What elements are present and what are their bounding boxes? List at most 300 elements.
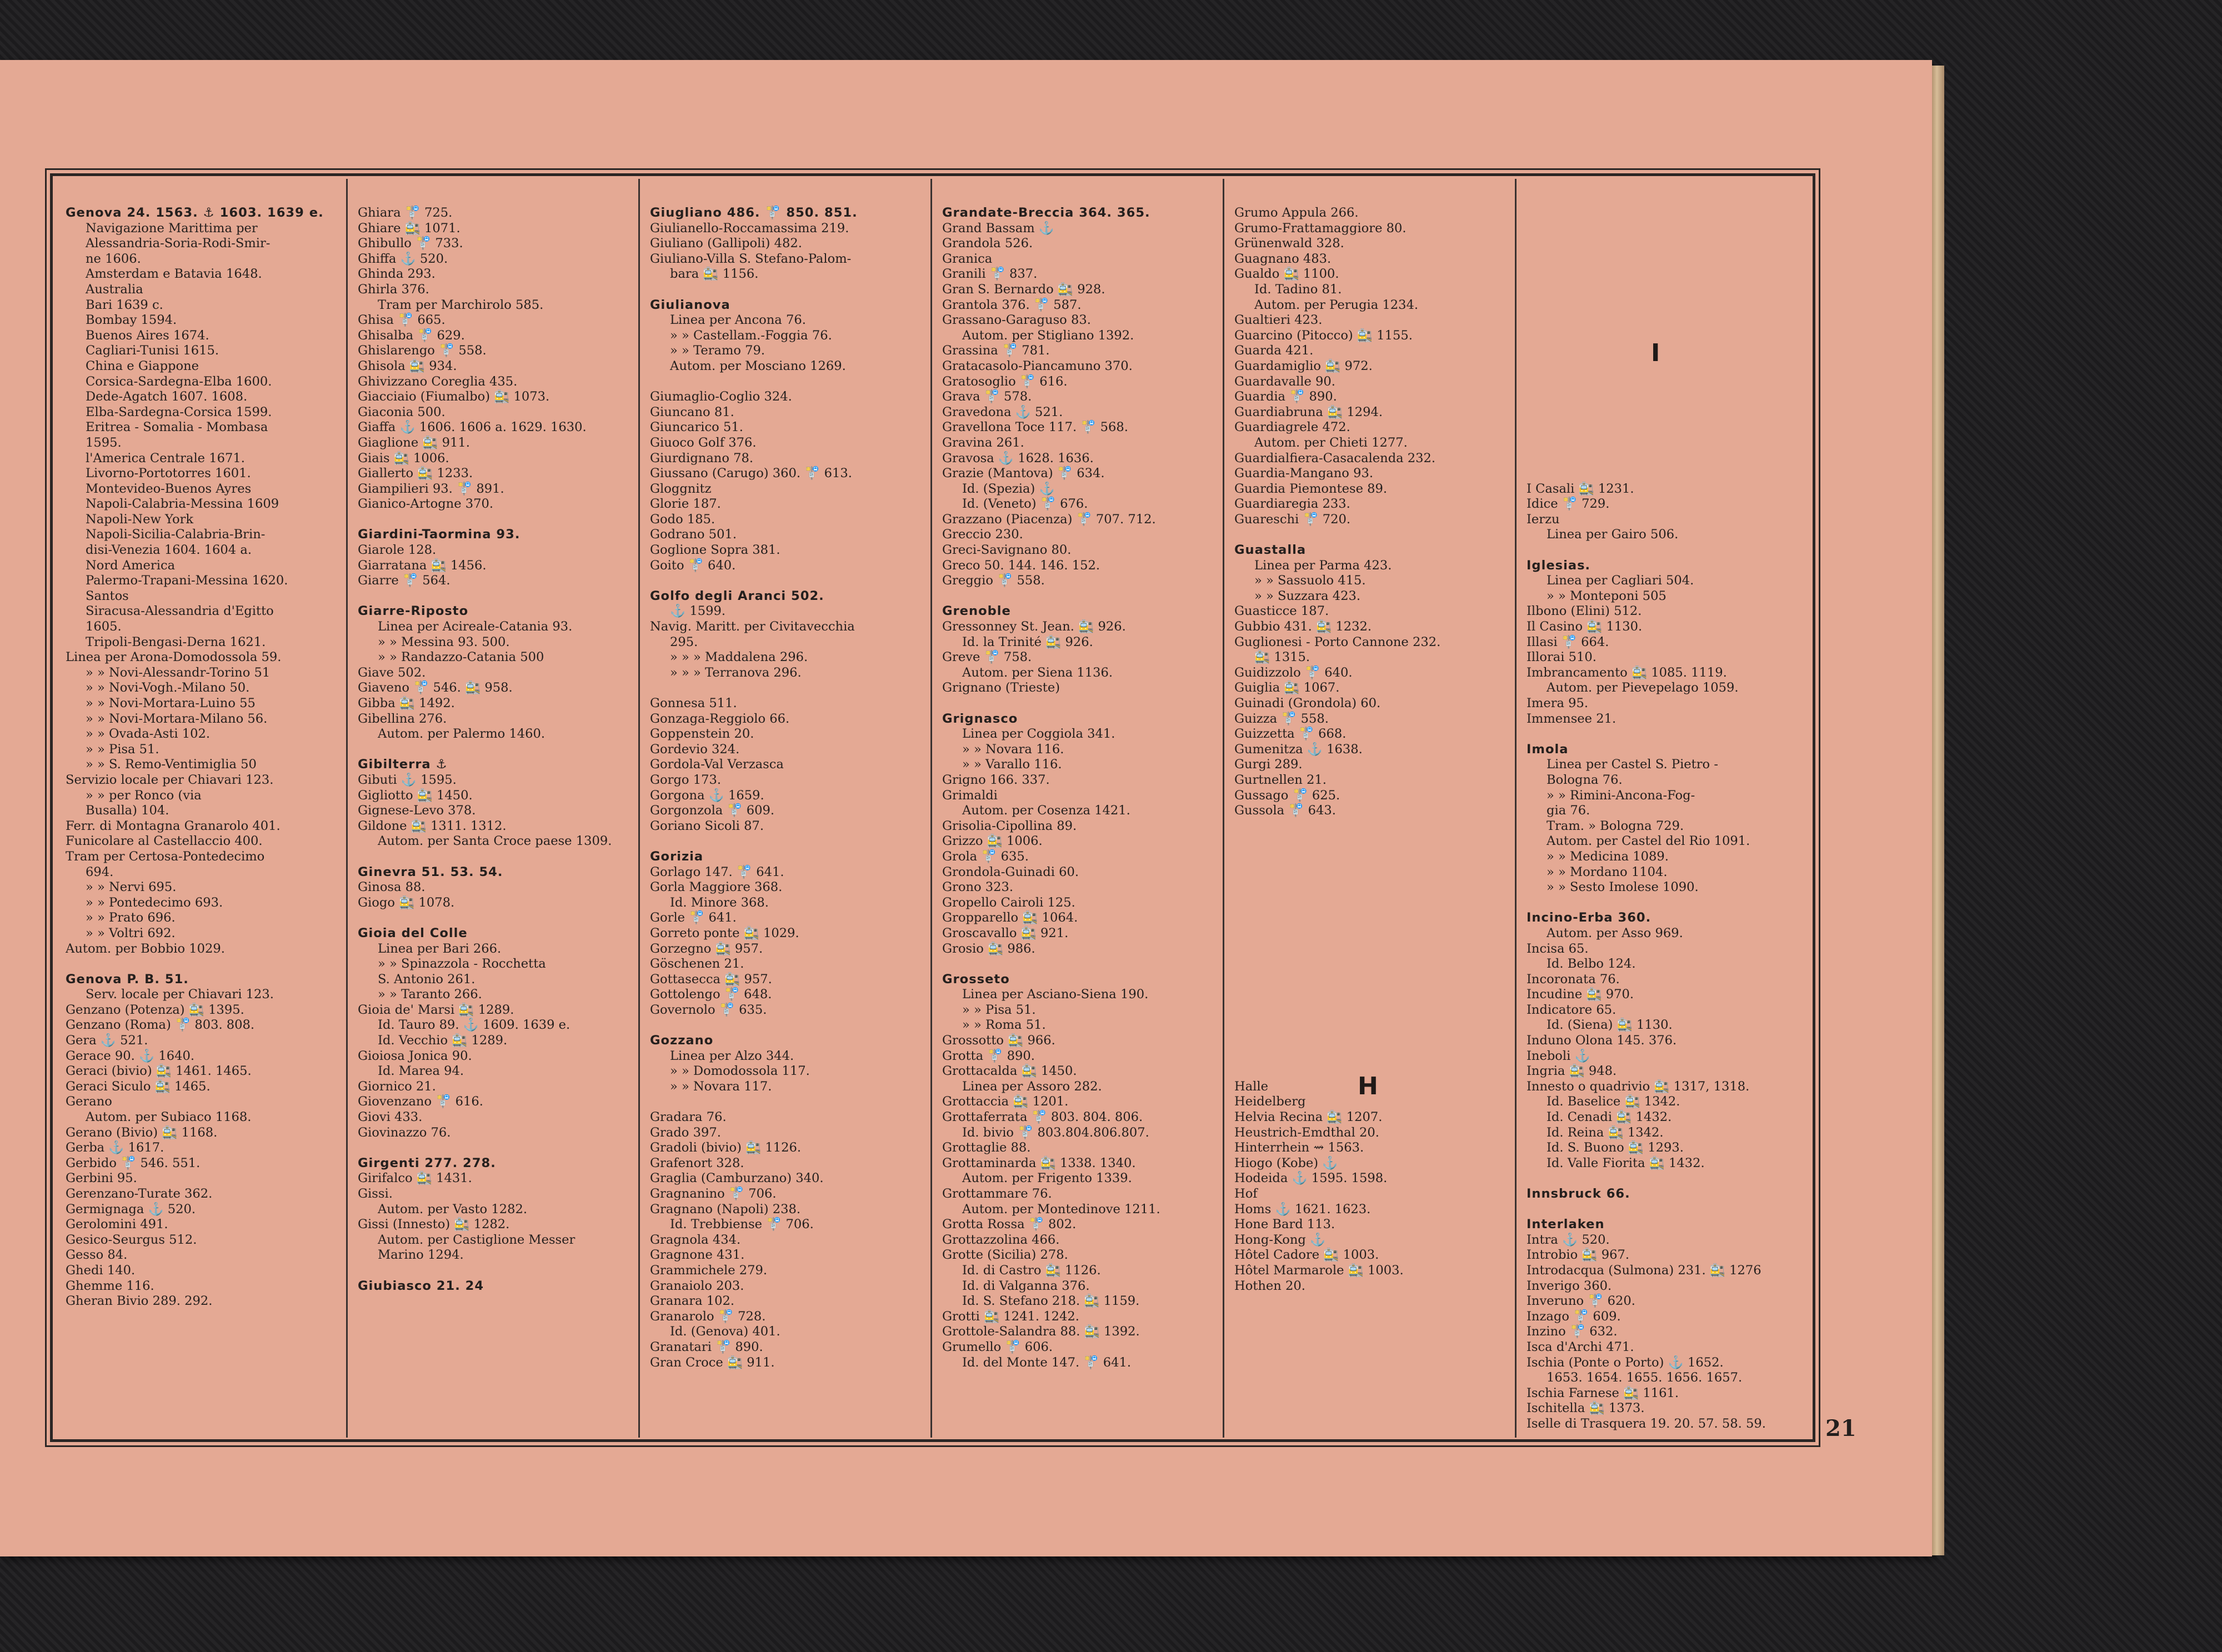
index-entry: Heustrich-Emdthal 20. xyxy=(1234,1125,1379,1140)
index-entry: Giaconia 500. xyxy=(358,404,446,419)
index-entry: Gragnanino 🚏 706. xyxy=(650,1187,777,1201)
index-entry xyxy=(1527,206,1803,221)
index-entry: Id. Trebbiense 🚏 706. xyxy=(670,1217,814,1232)
index-entry xyxy=(1527,466,1803,482)
index-entry: Giurdignano 78. xyxy=(650,450,754,465)
index-entry: Grafenort 328. xyxy=(650,1155,744,1170)
index-entry: Giardini-Taormina 93. xyxy=(358,527,521,542)
index-entry xyxy=(1234,895,1507,911)
index-entry: Guagnano 483. xyxy=(1234,251,1332,266)
index-entry: Nord America xyxy=(86,558,176,573)
index-entry: Immensee 21. xyxy=(1527,711,1617,726)
index-entry: Giuliano (Gallipoli) 482. xyxy=(650,236,802,251)
index-entry: Ischitella 🚉 1373. xyxy=(1527,1401,1645,1416)
index-entry: Gerano (Bivio) 🚉 1168. xyxy=(66,1125,218,1140)
index-entry: Grottaminarda 🚉 1338. 1340. xyxy=(942,1155,1136,1170)
index-entry: Genzano (Roma) 🚏 803. 808. xyxy=(66,1018,255,1033)
index-entry: Id. (Siena) 🚉 1130. xyxy=(1547,1018,1673,1033)
index-entry: » » Varallo 116. xyxy=(962,757,1062,772)
index-entry: Guardialfiera-Casacalenda 232. xyxy=(1234,450,1436,465)
index-entry: Giarre-Riposto xyxy=(358,604,469,619)
index-entry: Id. (Veneto) 🚏 676. xyxy=(962,497,1088,512)
index-entry: Autom. per Siena 1136. xyxy=(962,665,1113,680)
index-entry: Ginosa 88. xyxy=(358,880,426,895)
index-entry: Grado 397. xyxy=(650,1125,721,1140)
index-entry: Ghiffa ⚓ 520. xyxy=(358,251,448,266)
index-entry: Linea per Bari 266. xyxy=(378,941,502,956)
index-entry: Grumo-Frattamaggiore 80. xyxy=(1234,221,1407,236)
index-entry: Gravellona Toce 117. 🚏 568. xyxy=(942,420,1128,435)
index-entry: Guardiagrele 472. xyxy=(1234,420,1350,435)
index-entry: Ginevra 51. 53. 54. xyxy=(358,864,503,879)
index-entry: Gropparello 🚉 1064. xyxy=(942,910,1078,925)
index-entry: Guglionesi - Porto Cannone 232. xyxy=(1234,634,1441,649)
index-entry: Grosio 🚉 986. xyxy=(942,941,1035,956)
index-entry: Gerbini 95. xyxy=(66,1171,137,1186)
index-entry: Linea per Asciano-Siena 190. xyxy=(962,987,1149,1002)
index-entry: Ghibullo 🚏 733. xyxy=(358,236,463,251)
index-entry: Elba-Sardegna-Corsica 1599. xyxy=(86,404,272,419)
index-entry: » » » Terranova 296. xyxy=(670,665,802,680)
index-entry: Heidelberg xyxy=(1234,1094,1306,1109)
index-entry: Funicolare al Castellaccio 400. xyxy=(66,834,263,849)
index-entry: Giugliano 486. 🚏 850. 851. xyxy=(650,206,858,220)
index-entry: Autom. per Castel del Rio 1091. xyxy=(1547,834,1750,849)
index-entry: l'America Centrale 1671. xyxy=(86,450,245,465)
index-entry: » » S. Remo-Ventimiglia 50 xyxy=(86,757,257,772)
index-entry xyxy=(358,1140,630,1156)
index-entry: Alessandria-Soria-Rodi-Smir- xyxy=(86,236,271,251)
index-entry: 694. xyxy=(86,864,114,879)
index-entry: Gildone 🚉 1311. 1312. xyxy=(358,818,507,833)
index-entry: Navig. Maritt. per Civitavecchia xyxy=(650,619,855,634)
index-entry: 🚉 1315. xyxy=(1254,650,1310,665)
index-entry: Hôtel Cadore 🚉 1003. xyxy=(1234,1248,1379,1263)
index-entry: Gressonney St. Jean. 🚉 926. xyxy=(942,619,1126,634)
index-entry: Id. Cenadi 🚉 1432. xyxy=(1547,1110,1672,1125)
index-entry: Giaglione 🚉 911. xyxy=(358,435,470,450)
index-entry: Gozzano xyxy=(650,1033,714,1048)
index-entry: Gerba ⚓ 1617. xyxy=(66,1140,164,1155)
index-entry: Grigno 166. 337. xyxy=(942,772,1050,787)
index-entry: Incoronata 76. xyxy=(1527,972,1620,987)
index-entry: Tram per Marchirolo 585. xyxy=(378,297,544,312)
index-entry: Giaffa ⚓ 1606. 1606 a. 1629. 1630. xyxy=(358,420,587,435)
index-entry: Autom. per Santa Croce paese 1309. xyxy=(378,834,612,849)
index-entry: Gratacasolo-Piancamuno 370. xyxy=(942,358,1133,373)
index-entry: Godo 185. xyxy=(650,512,715,527)
index-entry: Grazie (Mantova) 🚏 634. xyxy=(942,466,1105,481)
index-entry: Gussola 🚏 643. xyxy=(1234,803,1336,818)
index-column-4 xyxy=(932,179,1224,1438)
index-entry: Interlaken xyxy=(1527,1217,1605,1232)
index-entry: Geraci (bivio) 🚉 1461. 1465. xyxy=(66,1064,252,1079)
index-entry: Ghivizzano Coreglia 435. xyxy=(358,374,518,389)
index-entry xyxy=(1234,1018,1507,1033)
index-entry xyxy=(358,1263,630,1279)
index-entry xyxy=(1527,328,1803,344)
index-entry: Glorie 187. xyxy=(650,497,721,512)
index-entry xyxy=(1527,298,1803,313)
index-entry: Indicatore 65. xyxy=(1527,1002,1617,1017)
index-entry: Gerano xyxy=(66,1094,112,1109)
index-column-5 xyxy=(1224,179,1517,1438)
index-entry: Grottole-Salandra 88. 🚉 1392. xyxy=(942,1324,1140,1339)
index-entry: Buenos Aires 1674. xyxy=(86,328,209,343)
index-entry: Grottazzolina 466. xyxy=(942,1232,1060,1247)
index-entry: Granara 102. xyxy=(650,1294,735,1309)
index-entry xyxy=(1234,880,1507,895)
index-entry: Ghisa 🚏 665. xyxy=(358,313,446,328)
index-entry xyxy=(1234,834,1507,849)
index-entry: Imola xyxy=(1527,742,1569,757)
index-entry: Giave 502. xyxy=(358,665,426,680)
index-entry: Giovinazzo 76. xyxy=(358,1125,451,1140)
index-entry: Autom. per Frigento 1339. xyxy=(962,1171,1132,1186)
index-entry: » » Novara 117. xyxy=(670,1079,772,1094)
page-edge xyxy=(1932,66,1944,1555)
index-entry: Gibba 🚉 1492. xyxy=(358,696,455,710)
index-entry: Linea per Assoro 282. xyxy=(962,1079,1102,1094)
index-entry: Grassina 🚏 781. xyxy=(942,343,1050,358)
index-entry: Linea per Parma 423. xyxy=(1254,558,1392,573)
index-entry: Ferr. di Montagna Granarolo 401. xyxy=(66,818,281,833)
index-entry xyxy=(942,957,1215,972)
index-entry: Giulianova xyxy=(650,297,730,312)
index-entry: Gualdo 🚉 1100. xyxy=(1234,267,1339,282)
index-entry xyxy=(1527,895,1803,911)
index-entry: Granili 🚏 837. xyxy=(942,267,1038,282)
index-entry: Guardia-Mangano 93. xyxy=(1234,466,1374,481)
index-entry: Grono 323. xyxy=(942,880,1014,895)
index-entry: Linea per Ancona 76. xyxy=(670,313,806,328)
index-entry: Id. Marea 94. xyxy=(378,1064,464,1079)
index-entry: » » Messina 93. 500. xyxy=(378,634,510,649)
index-entry xyxy=(358,910,630,926)
index-entry: Gianico-Artogne 370. xyxy=(358,497,494,512)
index-entry: Livorno-Portotorres 1601. xyxy=(86,466,251,481)
index-entry: Il Casino 🚉 1130. xyxy=(1527,619,1643,634)
index-entry: Linea per Arona-Domodossola 59. xyxy=(66,650,282,665)
index-entry xyxy=(1234,1033,1507,1049)
index-entry: Incudine 🚉 970. xyxy=(1527,987,1634,1002)
index-entry: Giussano (Carugo) 360. 🚏 613. xyxy=(650,466,852,481)
index-entry: Grotta 🚏 890. xyxy=(942,1048,1035,1063)
index-entry: Gibuti ⚓ 1595. xyxy=(358,772,457,787)
index-column-1 xyxy=(56,179,348,1438)
index-entry: Serv. locale per Chiavari 123. xyxy=(86,987,274,1002)
index-entry: Gropello Cairoli 125. xyxy=(942,895,1075,910)
index-entry: Gorreto ponte 🚉 1029. xyxy=(650,925,799,940)
index-entry: Gravedona ⚓ 521. xyxy=(942,404,1063,419)
index-entry: Guardiaregia 233. xyxy=(1234,497,1350,512)
index-entry: Grotta Rossa 🚏 802. xyxy=(942,1217,1077,1232)
index-entry: Gerbido 🚏 546. 551. xyxy=(66,1155,201,1170)
index-entry: Granaiolo 203. xyxy=(650,1278,744,1293)
index-entry: Autom. per Castiglione Messer xyxy=(378,1232,575,1247)
index-entry: Grossotto 🚉 966. xyxy=(942,1033,1055,1048)
index-entry: Gravina 261. xyxy=(942,435,1024,450)
index-column-6 xyxy=(1517,179,1811,1438)
index-entry: Guizzetta 🚏 668. xyxy=(1234,727,1347,742)
index-entry: Tram per Certosa-Pontedecimo xyxy=(66,849,265,864)
index-entry: Navigazione Marittima per xyxy=(86,221,258,236)
index-entry: Siracusa-Alessandria d'Egitto xyxy=(86,604,274,619)
index-entry: ⚓ 1599. xyxy=(670,604,725,619)
index-entry: Gratosoglio 🚏 616. xyxy=(942,374,1068,389)
index-entry xyxy=(1527,374,1803,390)
index-entry: Godrano 501. xyxy=(650,527,737,542)
index-entry: » » Teramo 79. xyxy=(670,343,765,358)
index-entry: Inveruno 🚏 620. xyxy=(1527,1294,1635,1309)
index-entry: Autom. per Chieti 1277. xyxy=(1254,435,1408,450)
page-number: 21 xyxy=(1825,1415,1856,1441)
index-entry: Guardia Piemontese 89. xyxy=(1234,481,1388,496)
index-entry: » » Pisa 51. xyxy=(86,742,159,757)
index-entry: Giulianello-Roccamassima 219. xyxy=(650,221,849,236)
index-entry: Guardia 🚏 890. xyxy=(1234,389,1337,404)
index-entry: Inzino 🚏 632. xyxy=(1527,1324,1618,1339)
index-entry xyxy=(1234,942,1507,957)
index-entry: Grava 🚏 578. xyxy=(942,389,1032,404)
index-entry: Id. S. Stefano 218. 🚉 1159. xyxy=(962,1294,1140,1309)
index-entry xyxy=(1527,405,1803,420)
index-entry: Hothen 20. xyxy=(1234,1278,1305,1293)
index-entry: Grassano-Garaguso 83. xyxy=(942,313,1091,328)
index-entry xyxy=(1234,910,1507,926)
index-entry: Göschenen 21. xyxy=(650,957,744,972)
index-entry xyxy=(358,849,630,865)
index-entry: Grondola-Guinadi 60. xyxy=(942,864,1079,879)
index-entry: Girgenti 277. 278. xyxy=(358,1155,496,1170)
index-entry: Germignaga ⚓ 520. xyxy=(66,1202,196,1217)
index-entry: Id. del Monte 147. 🚏 641. xyxy=(962,1355,1132,1370)
index-entry: Gualtieri 423. xyxy=(1234,313,1323,328)
index-entry: Ischia (Ponte o Porto) ⚓ 1652. xyxy=(1527,1355,1724,1370)
index-entry: Id. Baselice 🚉 1342. xyxy=(1547,1094,1680,1109)
index-entry: Hinterrhein ⇝ 1563. xyxy=(1234,1140,1364,1155)
index-entry: Linea per Alzo 344. xyxy=(670,1048,794,1063)
index-entry: Grosseto xyxy=(942,972,1010,987)
index-entry xyxy=(650,834,923,849)
index-entry: Gioiosa Jonica 90. xyxy=(358,1048,472,1063)
index-entry: Giacciaio (Fiumalbo) 🚉 1073. xyxy=(358,389,550,404)
index-entry: Ghiara 🚏 725. xyxy=(358,206,453,220)
index-entry: Incino-Erba 360. xyxy=(1527,910,1652,925)
index-entry: Hof xyxy=(1234,1187,1258,1201)
index-entry: S. Antonio 261. xyxy=(378,972,476,987)
index-entry: Gussago 🚏 625. xyxy=(1234,788,1340,803)
index-entry: Guastalla xyxy=(1234,543,1307,558)
index-entry: Grandate-Breccia 364. 365. xyxy=(942,206,1150,220)
index-entry xyxy=(1234,1003,1507,1018)
index-entry: Grotti 🚉 1241. 1242. xyxy=(942,1309,1079,1324)
index-entry: Guardavalle 90. xyxy=(1234,374,1335,389)
index-entry xyxy=(1527,282,1803,298)
index-entry: Ghemme 116. xyxy=(66,1278,154,1293)
index-entry: Id. S. Buono 🚉 1293. xyxy=(1547,1140,1684,1155)
index-entry: » » Nervi 695. xyxy=(86,880,177,895)
index-entry xyxy=(1234,987,1507,1003)
index-entry: Guinadi (Grondola) 60. xyxy=(1234,696,1381,710)
index-entry xyxy=(1527,451,1803,467)
index-entry: Gragnano (Napoli) 238. xyxy=(650,1202,801,1217)
index-entry xyxy=(1234,926,1507,942)
index-entry: Ilbono (Elini) 512. xyxy=(1527,604,1642,619)
index-entry: Gorizia xyxy=(650,849,704,864)
index-entry: Autom. per Palermo 1460. xyxy=(378,727,546,742)
index-entry: Montevideo-Buenos Ayres xyxy=(86,481,252,496)
index-entry: Id. Vecchio 🚉 1289. xyxy=(378,1033,508,1048)
index-entry: Amsterdam e Batavia 1648. xyxy=(86,267,262,282)
index-entry: » » Pisa 51. xyxy=(962,1002,1036,1017)
index-entry: Gubbio 431. 🚉 1232. xyxy=(1234,619,1372,634)
index-entry: Guiglia 🚉 1067. xyxy=(1234,680,1340,695)
index-entry: Illorai 510. xyxy=(1527,650,1597,665)
index-column-3 xyxy=(640,179,932,1438)
index-entry xyxy=(358,512,630,528)
index-entry xyxy=(1234,957,1507,972)
index-entry: Ghiare 🚉 1071. xyxy=(358,221,461,236)
index-entry: Autom. per Subiaco 1168. xyxy=(86,1110,252,1125)
index-entry: Ghedi 140. xyxy=(66,1263,136,1278)
index-entry: Gradara 76. xyxy=(650,1110,727,1125)
index-entry: Gignese-Levo 378. xyxy=(358,803,476,818)
index-entry: Linea per Cagliari 504. xyxy=(1547,573,1694,588)
index-entry: Hodeida ⚓ 1595. 1598. xyxy=(1234,1171,1388,1186)
index-entry: Gonnesa 511. xyxy=(650,696,737,710)
index-entry: Servizio locale per Chiavari 123. xyxy=(66,772,274,787)
index-entry: Guareschi 🚏 720. xyxy=(1234,512,1351,527)
index-entry: Ierzu xyxy=(1527,512,1560,527)
index-entry: Isca d'Archi 471. xyxy=(1527,1339,1634,1354)
index-entry: Innsbruck 66. xyxy=(1527,1187,1630,1201)
index-entry xyxy=(1234,819,1507,834)
index-entry: » » Roma 51. xyxy=(962,1018,1046,1033)
index-entry: Gorla Maggiore 368. xyxy=(650,880,783,895)
index-entry: Gradoli (bivio) 🚉 1126. xyxy=(650,1140,802,1155)
index-entry: Graglia (Camburzano) 340. xyxy=(650,1171,824,1186)
index-entry xyxy=(1234,527,1507,543)
index-entry: Gigliotto 🚉 1450. xyxy=(358,788,473,803)
index-entry: Gloggnitz xyxy=(650,481,712,496)
index-entry: Ghirla 376. xyxy=(358,282,429,297)
index-entry: Gorgo 173. xyxy=(650,772,722,787)
index-entry: Geraci Siculo 🚉 1465. xyxy=(66,1079,211,1094)
index-entry xyxy=(942,696,1215,712)
index-entry xyxy=(650,1094,923,1110)
index-entry: Giuncarico 51. xyxy=(650,420,743,435)
index-entry: Ingria 🚉 948. xyxy=(1527,1064,1617,1079)
index-column-2 xyxy=(348,179,640,1438)
index-entry: Cagliari-Tunisi 1615. xyxy=(86,343,219,358)
index-entry: I Casali 🚉 1231. xyxy=(1527,481,1634,496)
index-entry: Introdacqua (Sulmona) 231. 🚉 1276 xyxy=(1527,1263,1761,1278)
index-entry: Dede-Agatch 1607. 1608. xyxy=(86,389,248,404)
index-entry xyxy=(1527,420,1803,435)
index-entry: Id. (Genova) 401. xyxy=(670,1324,780,1339)
index-entry: 295. xyxy=(670,634,698,649)
index-entry: Goppenstein 20. xyxy=(650,727,754,742)
index-entry: Intra ⚓ 520. xyxy=(1527,1232,1610,1247)
index-entry: Giuliano-Villa S. Stefano-Palom- xyxy=(650,251,852,266)
index-entry: Giampilieri 93. 🚏 891. xyxy=(358,481,504,496)
index-entry xyxy=(1527,343,1803,359)
index-entry xyxy=(1527,435,1803,451)
index-entry: Gorgonzola 🚏 609. xyxy=(650,803,775,818)
index-entry: Innesto o quadrivio 🚉 1317, 1318. xyxy=(1527,1079,1750,1094)
index-entry: Gibellina 276. xyxy=(358,711,447,726)
index-entry: Grimaldi xyxy=(942,788,998,803)
index-entry: Id. di Castro 🚉 1126. xyxy=(962,1263,1101,1278)
index-entry: Id. Tadino 81. xyxy=(1254,282,1342,297)
index-entry xyxy=(358,742,630,758)
index-entry: Gurgi 289. xyxy=(1234,757,1303,772)
index-entry xyxy=(1234,865,1507,880)
index-entry: China e Giappone xyxy=(86,358,199,373)
index-entry: 1605. xyxy=(86,619,122,634)
index-entry: Autom. per Cosenza 1421. xyxy=(962,803,1130,818)
index-entry: Grand Bassam ⚓ xyxy=(942,221,1054,236)
index-entry: Grizzo 🚉 1006. xyxy=(942,834,1043,849)
index-entry: Gonzaga-Reggiolo 66. xyxy=(650,711,790,726)
index-entry: Giarole 128. xyxy=(358,543,437,558)
index-entry: Grandola 526. xyxy=(942,236,1033,251)
index-entry: Gerace 90. ⚓ 1640. xyxy=(66,1048,195,1063)
index-entry: Bologna 76. xyxy=(1547,772,1623,787)
index-entry: Grottaccia 🚉 1201. xyxy=(942,1094,1069,1109)
index-entry: » » Medicina 1089. xyxy=(1547,849,1669,864)
index-entry: Gorgona ⚓ 1659. xyxy=(650,788,764,803)
index-entry: Ghinda 293. xyxy=(358,267,436,282)
index-entry: Gottolengo 🚏 648. xyxy=(650,987,772,1002)
index-entry: Greve 🚏 758. xyxy=(942,650,1032,665)
index-entry: » » Ovada-Asti 102. xyxy=(86,727,211,742)
index-entry: » » Voltri 692. xyxy=(86,925,176,940)
index-entry: Governolo 🚏 635. xyxy=(650,1002,767,1017)
index-entry: Ineboli ⚓ xyxy=(1527,1048,1590,1063)
index-entry xyxy=(1527,313,1803,328)
index-entry: disi-Venezia 1604. 1604 a. xyxy=(86,543,252,558)
section-letter-i: I xyxy=(1651,339,1660,367)
index-entry: » » Novi-Mortara-Luino 55 xyxy=(86,696,256,710)
index-entry: Greci-Savignano 80. xyxy=(942,543,1072,558)
index-entry: Grignasco xyxy=(942,711,1018,726)
index-entry xyxy=(650,374,923,390)
index-entry: Induno Olona 145. 376. xyxy=(1527,1033,1677,1048)
index-entry: Palermo-Trapani-Messina 1620. xyxy=(86,573,288,588)
index-entry: Grottaglie 88. xyxy=(942,1140,1031,1155)
index-entry: Grumello 🚏 606. xyxy=(942,1339,1053,1354)
index-entry: Granarolo 🚏 728. xyxy=(650,1309,766,1324)
index-entry: Giaveno 🚏 546. 🚉 958. xyxy=(358,680,513,695)
index-entry: Gibilterra ⚓ xyxy=(358,757,448,772)
index-entry: Grumo Appula 266. xyxy=(1234,206,1359,220)
index-entry: Autom. per Montedinove 1211. xyxy=(962,1202,1160,1217)
index-entry: Granatari 🚏 890. xyxy=(650,1339,763,1354)
index-entry: Giogo 🚉 1078. xyxy=(358,895,455,910)
index-entry: Goito 🚏 640. xyxy=(650,558,736,573)
index-entry: Hôtel Marmarole 🚉 1003. xyxy=(1234,1263,1404,1278)
index-entry: bara 🚉 1156. xyxy=(670,267,759,282)
index-entry: Linea per Gairo 506. xyxy=(1547,527,1679,542)
index-entry: Greggio 🚏 558. xyxy=(942,573,1045,588)
index-entry: Giubiasco 21. 24 xyxy=(358,1278,484,1293)
index-entry: Id. Minore 368. xyxy=(670,895,769,910)
index-entry: Gesso 84. xyxy=(66,1248,128,1263)
index-entry xyxy=(1527,1171,1803,1187)
index-entry: » » Novi-Vogh.-Milano 50. xyxy=(86,680,250,695)
